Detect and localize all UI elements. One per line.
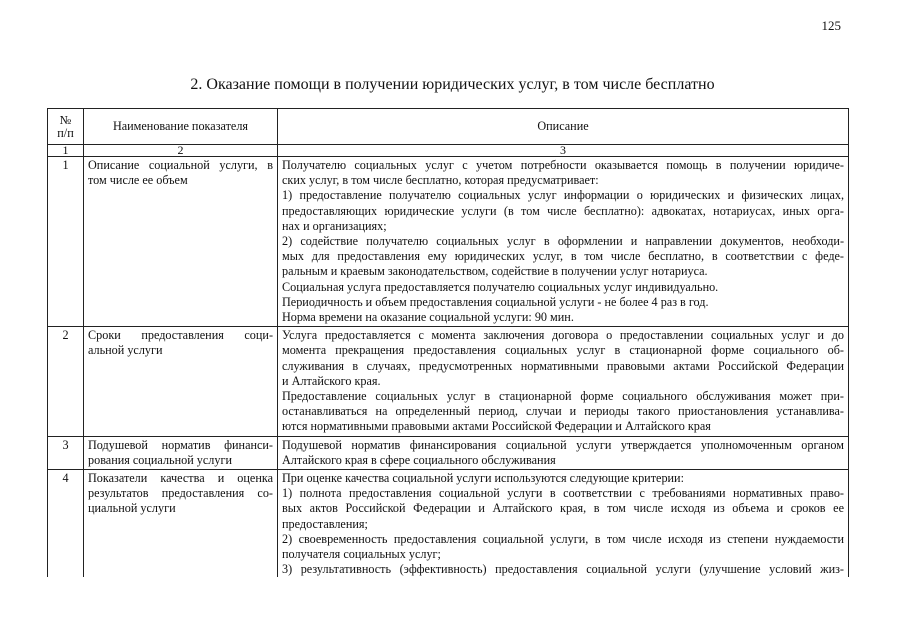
indicator-description <box>278 470 849 578</box>
description-line: вых актов Российской Федерации и Алтайского края, в том числе исходя из объема и сроков ее <box>282 501 844 516</box>
description-line: 3) результативность (эффективность) предоставления социальной услуги (улучшение условий жиз- <box>282 562 844 577</box>
indicator-description <box>278 157 849 327</box>
table-row <box>48 470 849 578</box>
description-line: ральным и краевым законодательством, содействие в получении услуг нотариуса. <box>282 264 708 279</box>
header-num: № п/п <box>48 109 84 145</box>
indicator-name <box>84 157 278 327</box>
table-row <box>48 436 849 469</box>
indicator-name-line: Показатели качества и оценка <box>88 471 273 486</box>
table-row <box>48 327 849 436</box>
description-line: момента прекращения предоставления социальных услуг в стационарной форме социального об- <box>282 343 844 358</box>
indicator-name-line: результатов предоставления со- <box>88 486 273 501</box>
table-header-row <box>48 109 849 145</box>
description-line: и Алтайского края. <box>282 373 381 388</box>
description-line: предоставляющих юридические услуги (в том числе бесплатно): адвокатах, нотариусах, иных орга- <box>282 203 844 218</box>
header-name: Наименование показателя <box>84 109 278 145</box>
indicator-description <box>278 327 849 436</box>
table-row <box>48 157 849 327</box>
description-line: Подушевой норматив финансирования социальной услуги утверждается уполномоченным органом <box>282 437 844 452</box>
description-line: Периодичность и объем предоставления социальной услуги - не более 4 раз в год. <box>282 294 709 309</box>
description-line: При оценке качества социальной услуги используются следующие критерии: <box>282 471 684 486</box>
indicator-name-line: циальной услуги <box>88 501 176 516</box>
indicator-name-line: рования социальной услуги <box>88 452 232 467</box>
indicator-name <box>84 327 278 436</box>
description-line: Предоставление социальных услуг в стационарной форме социального обслуживания может при- <box>282 389 844 404</box>
description-line: Норма времени на оказание социальной услуги: 90 мин. <box>282 310 574 325</box>
description-line: ются нормативными правовыми актами Российской Федерации и Алтайского края <box>282 419 711 434</box>
column-numbering-row <box>48 145 849 157</box>
page-number: 125 <box>821 18 841 33</box>
column-number: 2 <box>84 145 278 157</box>
description-line: Услуга предоставляется с момента заключения договора о предоставлении социальных услуг и до <box>282 328 844 343</box>
row-number: 2 <box>48 327 84 436</box>
services-table <box>47 108 849 577</box>
row-number: 3 <box>48 436 84 469</box>
indicator-name-line: альной услуги <box>88 343 163 358</box>
description-line: ских услуг, в том числе бесплатно, которая предусматривает: <box>282 173 599 188</box>
description-line: 1) предоставление получателю социальных услуг информации о юридических и физических лицах, <box>282 188 844 203</box>
description-line: служивания в случаях, предусмотренных нормативными правовыми актами Российской Федерации <box>282 358 844 373</box>
column-number: 1 <box>48 145 84 157</box>
row-number: 4 <box>48 470 84 578</box>
indicator-name <box>84 470 278 578</box>
description-line: Алтайского края в сфере социального обслуживания <box>282 452 556 467</box>
description-line: 2) содействие получателю социальных услуг в оформлении и направлении документов, необходи- <box>282 234 844 249</box>
description-line: Получателю социальных услуг с учетом потребности оказывается помощь в получении юридиче- <box>282 158 844 172</box>
indicator-name-line: Подушевой норматив финанси- <box>88 437 273 452</box>
description-line: Социальная услуга предоставляется получателю социальных услуг индивидуально. <box>282 279 719 294</box>
description-line: 1) полнота предоставления социальной услуги в соответствии с требованиями нормативных право- <box>282 486 844 501</box>
row-number: 1 <box>48 157 84 327</box>
section-title: 2. Оказание помощи в получении юридических услуг, в том числе бесплатно <box>190 76 715 93</box>
column-number: 3 <box>278 145 849 157</box>
indicator-name <box>84 436 278 469</box>
description-line: получателя социальных услуг; <box>282 547 441 562</box>
description-line: нах и организациях; <box>282 218 387 233</box>
description-line: предоставления; <box>282 516 368 531</box>
description-line: 2) своевременность предоставления социальной услуги, в том числе исходя из степени нуждаемости <box>282 531 844 546</box>
description-line: мых для предоставления ему юридических услуг, в том числе бесплатно, в соответствии с феде- <box>282 249 844 264</box>
indicator-name-line: Сроки предоставления соци- <box>88 328 273 343</box>
description-line: останавливаться на определенный период, случаи и периоды такого приостановления устанавлива- <box>282 404 844 419</box>
indicator-description <box>278 436 849 469</box>
indicator-name-line: том числе ее объем <box>88 173 188 188</box>
header-desc: Описание <box>278 109 849 145</box>
indicator-name-line: Описание социальной услуги, в <box>88 158 273 172</box>
